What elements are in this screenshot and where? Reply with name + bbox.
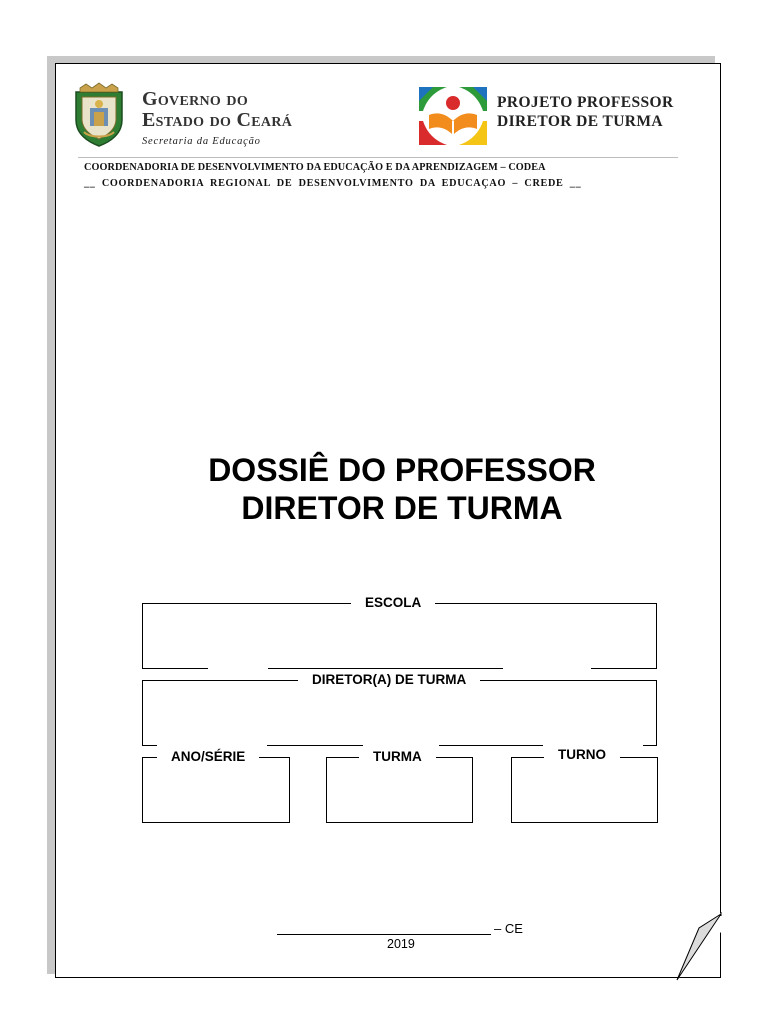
page-curl-icon [673, 912, 725, 982]
project-logo-icon [417, 85, 489, 147]
field-gap [157, 744, 267, 747]
document-title-line2: DIRETOR DE TURMA [241, 490, 563, 526]
government-name-line1: Governo do [142, 88, 249, 110]
field-gap [503, 667, 591, 670]
turno-label: TURNO [544, 746, 620, 764]
project-title-line2: DIRETOR DE TURMA [497, 113, 664, 130]
header-divider [78, 157, 678, 158]
city-blank-line[interactable] [277, 934, 491, 935]
project-title [497, 93, 674, 131]
diretor-field[interactable] [142, 672, 657, 746]
turma-label: TURMA [359, 748, 436, 766]
document-title-line1: DOSSIÊ DO PROFESSOR [208, 452, 596, 488]
diretor-label: DIRETOR(A) DE TURMA [298, 671, 480, 689]
footer-year: 2019 [387, 937, 415, 951]
crede-line: __ COORDENADORIA REGIONAL DE DESENVOLVIMENTO DA EDUCAÇAO – CREDE __ [84, 178, 582, 189]
ceara-coat-of-arms-icon [70, 82, 128, 148]
ano-serie-label: ANO/SÉRIE [157, 748, 259, 766]
project-title-line1: PROJETO PROFESSOR [497, 94, 674, 111]
field-gap [363, 744, 439, 747]
footer-state: – CE [494, 921, 523, 936]
field-gap [208, 667, 268, 670]
escola-label: ESCOLA [351, 594, 435, 612]
codea-line: COORDENADORIA DE DESENVOLVIMENTO DA EDUCAÇÃO E DA APRENDIZAGEM – CODEA [84, 162, 546, 173]
turno-field[interactable] [511, 747, 658, 823]
escola-field[interactable] [142, 595, 657, 669]
secretaria-subtitle: Secretaria da Educação [142, 136, 261, 147]
government-logo [70, 80, 345, 154]
turma-field[interactable] [326, 749, 473, 823]
ano-serie-field[interactable] [142, 749, 290, 823]
government-name-line2: Estado do Ceará [142, 109, 293, 131]
